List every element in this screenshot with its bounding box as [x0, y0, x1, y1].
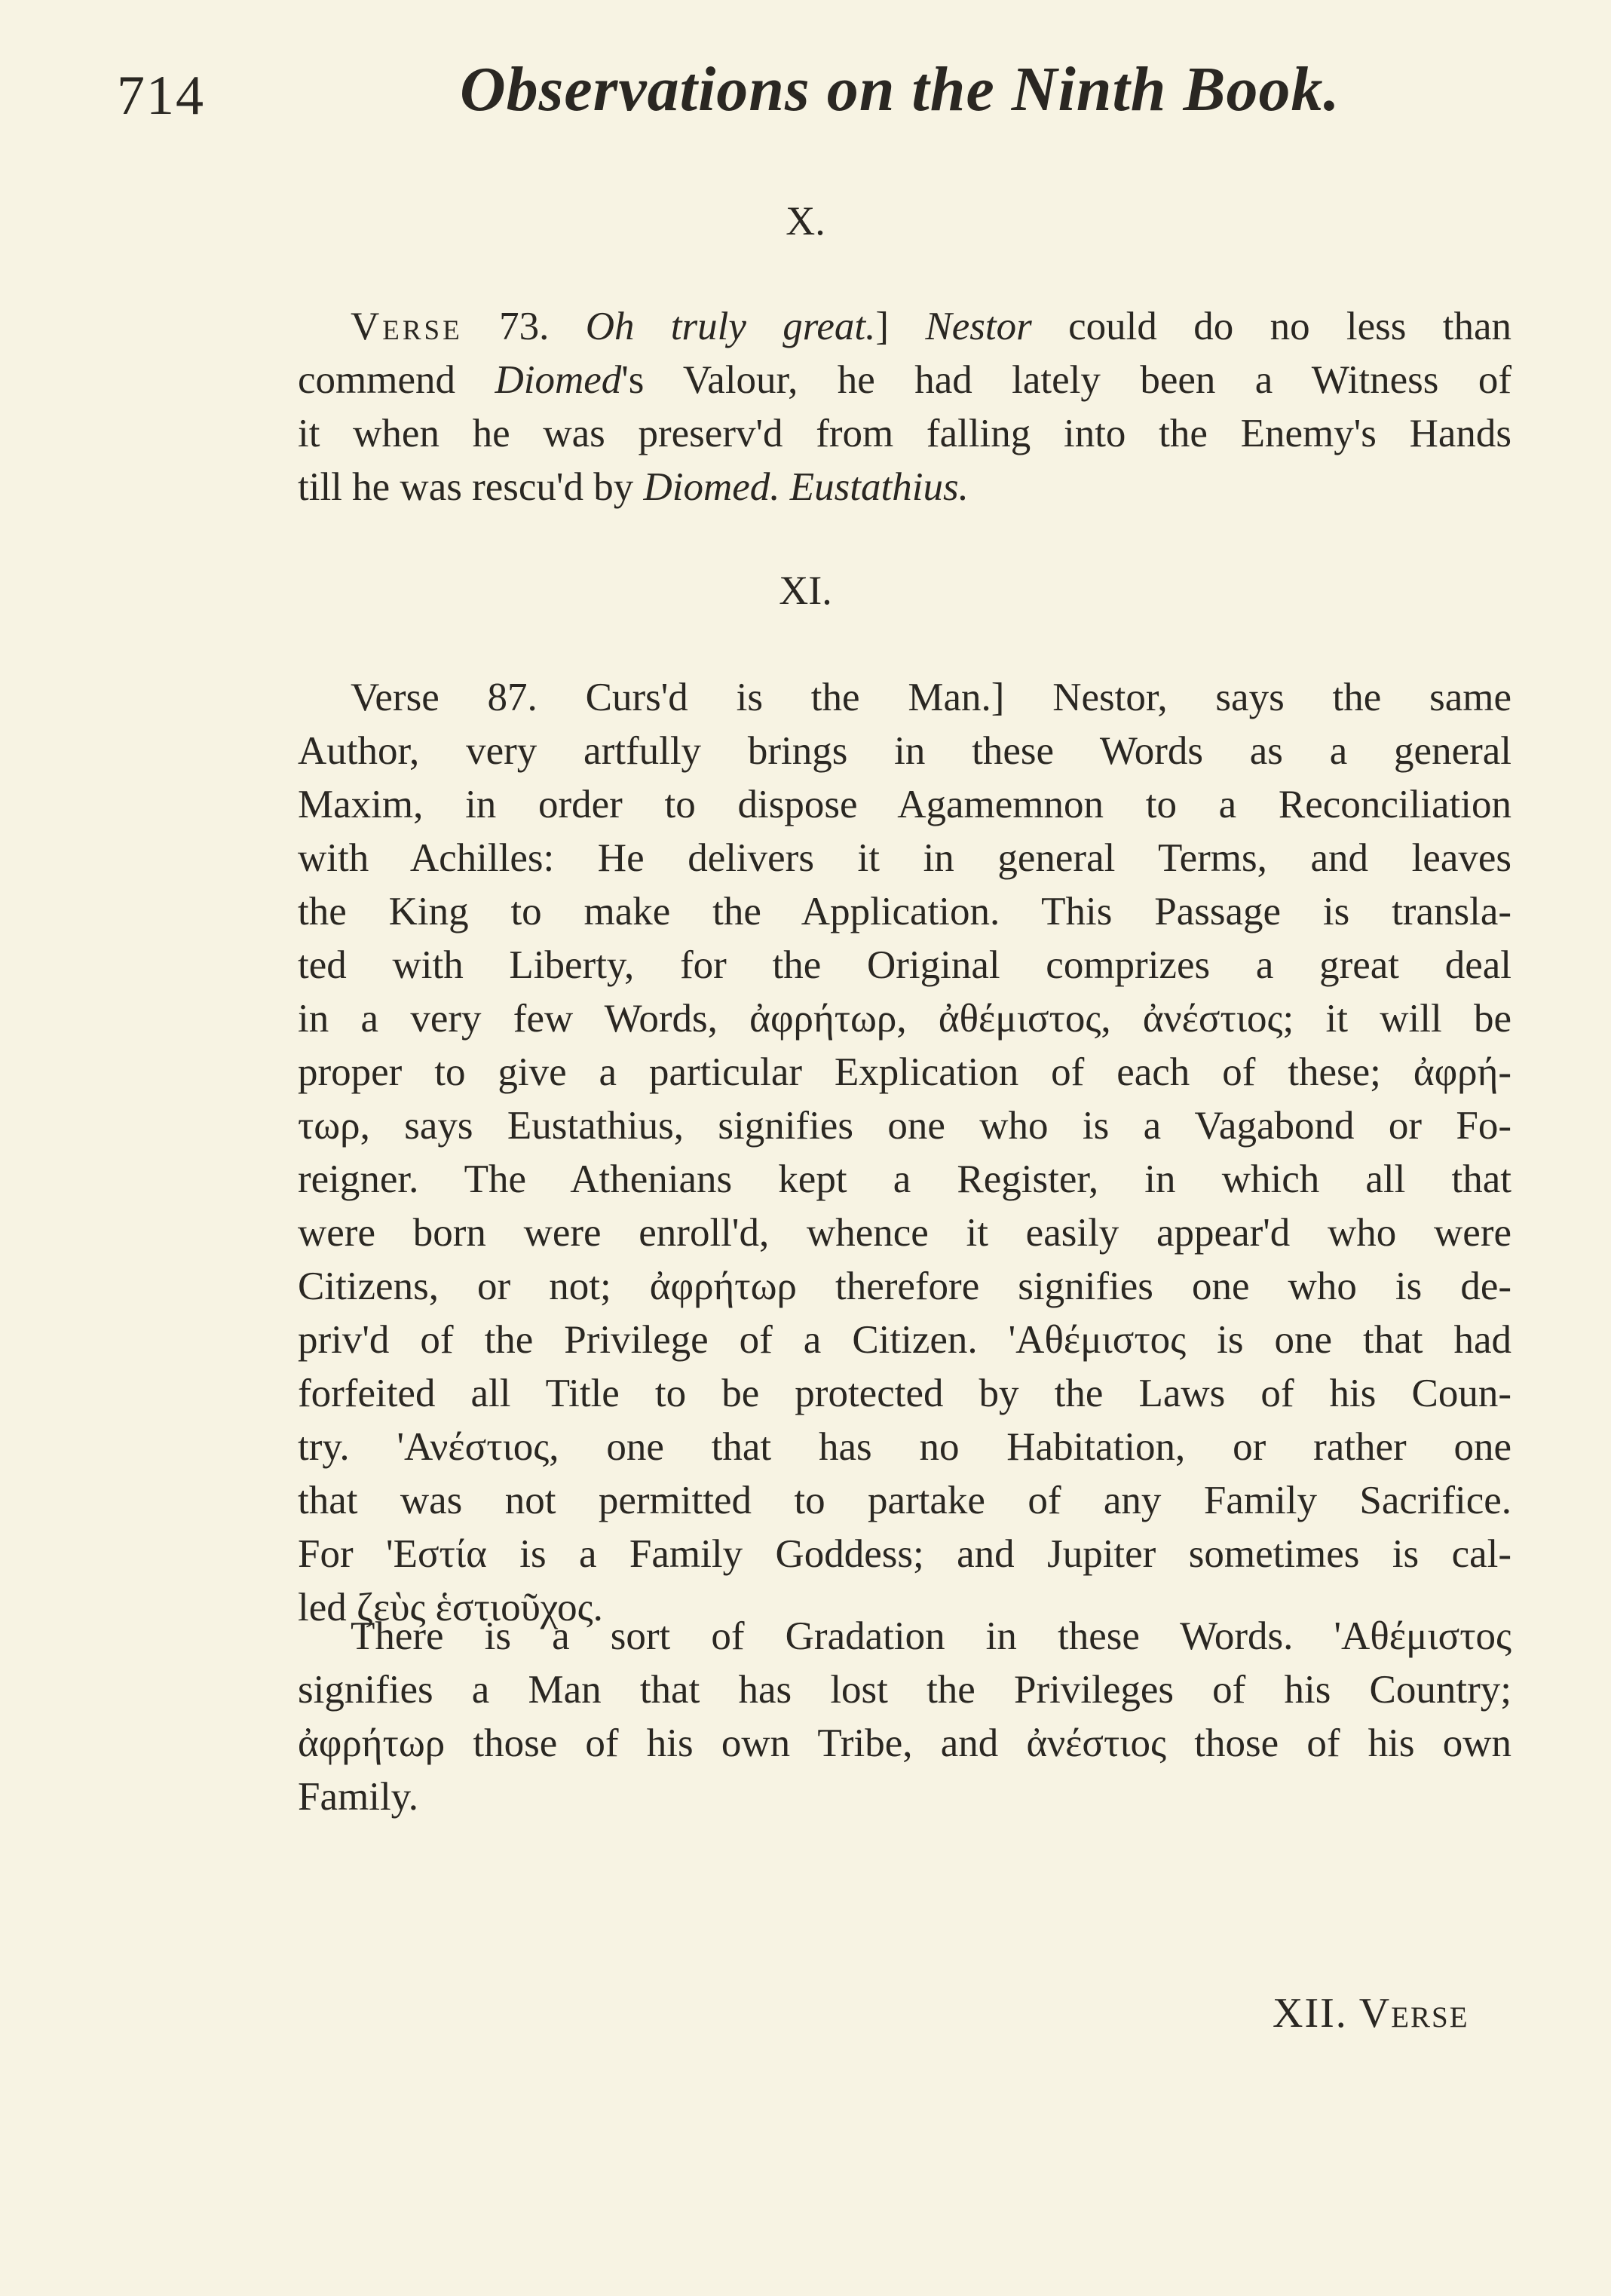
text-line: τωρ, says Eustathius, signifies one who is a Vagabond or Fo-: [298, 1104, 1511, 1148]
text-line: Maxim, in order to dispose Agamemnon to a Reconciliation: [298, 783, 1511, 826]
text-line: till he was rescu'd by Diomed. Eustathius.: [298, 465, 969, 509]
section-number-xi: XI.: [779, 568, 832, 613]
text-line: try. 'Ανέστιος, one that has no Habitation, or rather one: [298, 1425, 1511, 1469]
text-line: it when he was preserv'd from falling into the Enemy's Hands: [298, 412, 1511, 455]
text-line: signifies a Man that has lost the Privileges of his Country;: [298, 1668, 1511, 1712]
text-line: For 'Εστία is a Family Goddess; and Jupiter sometimes is cal-: [298, 1532, 1511, 1576]
paragraph-verse-73: [298, 300, 1511, 514]
text-line: with Achilles: He delivers it in general Terms, and leaves: [298, 836, 1511, 880]
section-number-x: X.: [786, 198, 825, 244]
text-line: Citizens, or not; ἀφρήτωρ therefore signifies one who is de-: [298, 1264, 1511, 1308]
text-line: that was not permitted to partake of any Family Sacrifice.: [298, 1479, 1511, 1522]
text-line: Verse 87. Curs'd is the Man.] Nestor, says the same: [351, 676, 1511, 719]
paragraph-gradation: [298, 1610, 1511, 1824]
text-line: reigner. The Athenians kept a Register, in which all that: [298, 1157, 1511, 1201]
text-line: the King to make the Application. This Passage is transla-: [298, 890, 1511, 933]
text-line: forfeited all Title to be protected by the Laws of his Coun-: [298, 1372, 1511, 1415]
text-line: ted with Liberty, for the Original comprizes a great deal: [298, 943, 1511, 987]
text-line: Verse 73. Oh truly great.] Nestor could do no less than: [351, 305, 1512, 348]
text-line: proper to give a particular Explication of each of these; ἀφρή-: [298, 1050, 1511, 1094]
text-line: There is a sort of Gradation in these Words. 'Αθέμιστος: [351, 1614, 1511, 1658]
running-head: Observations on the Ninth Book.: [460, 54, 1340, 124]
text-line: Family.: [298, 1775, 418, 1819]
paragraph-verse-87: [298, 671, 1511, 1635]
text-line: led ζεὺς ἑστιοῦχος.: [298, 1586, 603, 1629]
text-line: commend Diomed's Valour, he had lately been a Witness of: [298, 358, 1512, 402]
catchword: XII. Verse: [1273, 1990, 1469, 2037]
text-line: were born were enroll'd, whence it easily appear'd who were: [298, 1211, 1511, 1255]
text-line: priv'd of the Privilege of a Citizen. 'Αθέμιστος is one that had: [298, 1318, 1511, 1362]
text-line: ἀφρήτωρ those of his own Tribe, and ἀνέστιος those of his own: [298, 1721, 1511, 1765]
text-line: Author, very artfully brings in these Words as a general: [298, 729, 1511, 773]
text-line: in a very few Words, ἀφρήτωρ, ἀθέμιστος, ἀνέστιος; it will be: [298, 997, 1511, 1041]
page-number: 714: [117, 65, 205, 127]
